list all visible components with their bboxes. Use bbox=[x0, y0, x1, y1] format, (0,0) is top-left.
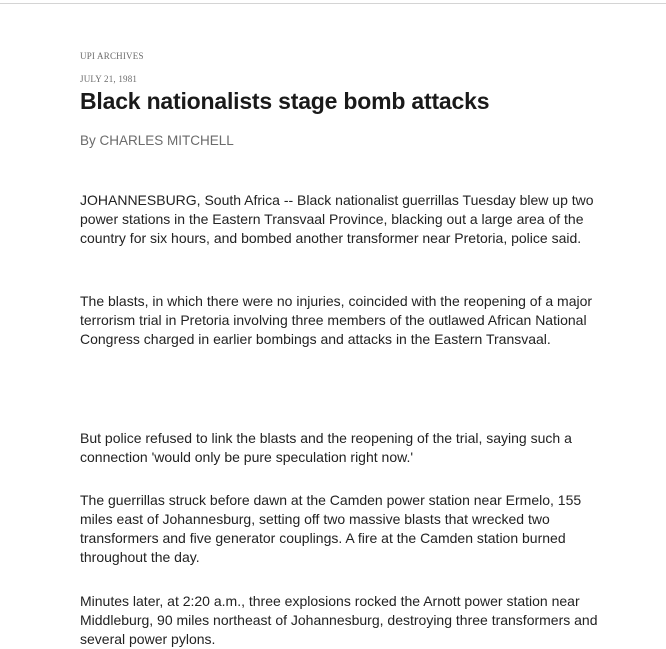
section-label[interactable]: UPI ARCHIVES bbox=[80, 51, 144, 61]
article-date: JULY 21, 1981 bbox=[80, 74, 138, 84]
article-paragraph: The blasts, in which there were no injuries, coincided with the reopening of a major terrorism trial in Pretoria involving three members of the outlawed African National Congress charged in earlier bombings and attacks in the Eastern Transvaal. bbox=[80, 293, 593, 347]
article-paragraph: The guerrillas struck before dawn at the Camden power station near Ermelo, 155 miles east of Johannesburg, setting off two massive blasts that wrecked two transformers and five generator couplings. A fire at the Camden station burned throughout the day. bbox=[80, 492, 582, 565]
article-paragraph: Minutes later, at 2:20 a.m., three explosions rocked the Arnott power station near Middleburg, 90 miles northeast of Johannesburg, destroying three transformers and several power pylons. bbox=[80, 593, 598, 647]
article-paragraph: JOHANNESBURG, South Africa -- Black nationalist guerrillas Tuesday blew up two power stations in the Eastern Transvaal Province, blacking out a large area of the country for six hours, and bombed another transformer near Pretoria, police said. bbox=[80, 192, 594, 246]
article-paragraph: But police refused to link the blasts and the reopening of the trial, saying such a connection 'would only be pure speculation right now.' bbox=[80, 430, 572, 465]
article-byline[interactable]: By CHARLES MITCHELL bbox=[80, 133, 234, 148]
article-headline: Black nationalists stage bomb attacks bbox=[80, 88, 490, 114]
top-divider bbox=[0, 3, 666, 4]
